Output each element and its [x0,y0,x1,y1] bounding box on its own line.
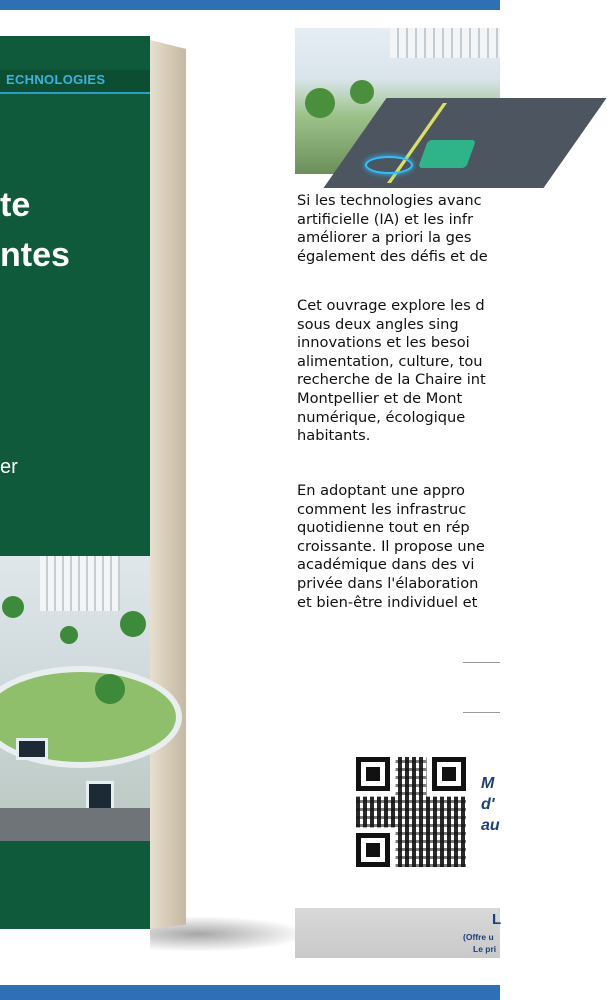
qr-code[interactable] [356,757,466,867]
offer-subtitle: (Offre u [463,932,494,942]
text-line: académique dans des vi [297,556,475,574]
description-paragraph-1 [297,192,507,266]
photo-bus [418,140,476,168]
text-line: artificielle (IA) et les infr [297,210,474,228]
text-line: sous deux angles sing [297,315,459,333]
book-author: er [0,456,18,478]
text-line: En adoptant une appro [297,482,465,499]
smart-city-photo [295,28,500,174]
description-paragraph-3 [297,482,507,612]
photo-tree [350,80,374,104]
cover-tree [2,596,24,618]
text-line: innovations et les besoi [297,334,470,352]
series-band [0,70,150,94]
book-spine [150,40,186,929]
divider-line [463,712,500,713]
cover-illustration [0,556,150,841]
text-line: améliorer a priori la ges [297,229,472,247]
text-line: habitants. [297,427,371,445]
offer-title: L [492,911,502,928]
book-cover [0,36,150,929]
photo-tree [305,88,335,118]
cover-tree [60,626,78,644]
divider-line [463,662,500,663]
cover-screen [86,781,114,811]
text-line: comment les infrastruc [297,500,467,518]
bottom-frame-bar [0,985,500,1000]
book-title-line-1: te [0,186,31,224]
text-line: Montpellier et de Mont [297,389,463,407]
qr-finder-pattern [432,757,466,791]
description-paragraph-2 [297,297,507,446]
book-mockup [0,36,190,954]
text-line: recherche de la Chaire int [297,371,486,389]
text-line: croissante. Il propose une [297,537,485,555]
photo-building [390,28,500,58]
cover-screen [16,738,48,760]
book-title-line-2: ntes [0,236,70,274]
text-line: privée dans l'élaboration [297,574,479,592]
offer-price-note: Le pri [473,944,497,954]
qr-caption-line: M [481,775,495,792]
text-line: également des défis et de [297,247,488,265]
cover-tree [120,611,146,637]
cover-tree [95,674,125,704]
qr-finder-pattern [356,757,390,791]
top-frame-bar [0,0,500,10]
offer-banner[interactable] [295,908,500,958]
text-line: Cet ouvrage explore les d [297,297,485,314]
text-line: Si les technologies avanc [297,192,482,209]
series-label: ECHNOLOGIES [6,72,106,87]
text-line: alimentation, culture, tou [297,352,483,370]
text-line: quotidienne tout en rép [297,519,470,537]
qr-caption-line: d' [481,796,495,813]
cover-building [40,556,120,611]
qr-caption-line: au [481,817,500,834]
qr-finder-pattern [356,833,390,867]
photo-charging-ring [365,156,413,174]
text-line: numérique, écologique [297,408,466,426]
text-line: et bien-être individuel et [297,593,478,611]
cover-road [0,808,150,841]
